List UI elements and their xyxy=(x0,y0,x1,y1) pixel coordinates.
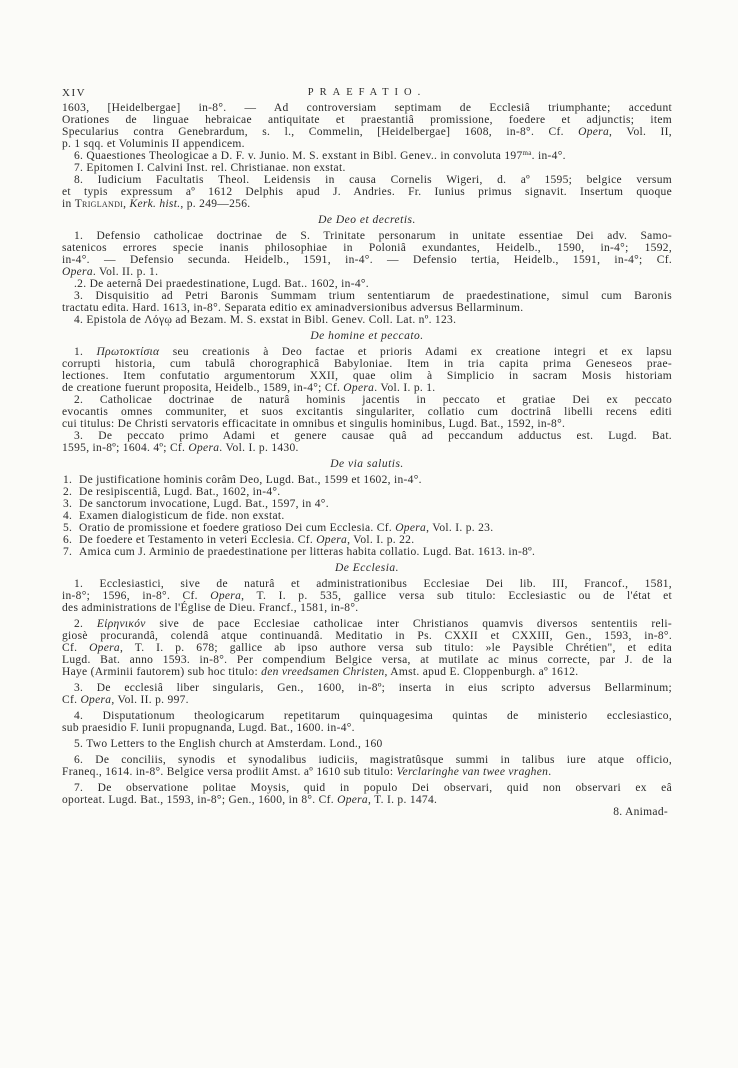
small-caps-text: Triglandi xyxy=(74,198,124,210)
entry xyxy=(62,394,672,430)
section xyxy=(62,102,672,210)
italic-text: Opera xyxy=(62,266,93,278)
text-line: cui titulus: De Christi servatoris efficacitate in omnibus et singulis hominibus, Lugd. Bat., 1592, in-8°. xyxy=(62,418,566,430)
entry xyxy=(62,162,672,174)
text-line: 6. De foedere et Testamento in veteri Ecclesia. Cf. Opera, Vol. I. p. 22. xyxy=(63,534,415,546)
text-line: de creatione fuerunt proposita, Heidelb., 1589, in-4°; Cf. Opera. Vol. I. p. 1. xyxy=(62,382,436,394)
text-line: Lugd. Bat. anno 1593. in-8°. Per compendium Belgice versa, at mutilate ac minus correcte, par J. de la xyxy=(62,654,672,666)
entry-number: 6. xyxy=(63,534,73,546)
text-line: evocantis omnes communiter, et suos excitantis singulariter, collatio cum doctrinâ libelli recens editi xyxy=(62,406,672,418)
italic-text: Opera xyxy=(210,590,242,602)
entry xyxy=(62,314,672,326)
text-line: 8. Iudicium Facultatis Theol. Leidensis in causa Cornelis Wigeri, d. aº 1595; belgice versum xyxy=(74,174,672,186)
text-line: 3. De sanctorum invocatione, Lugd. Bat., 1597, in 4°. xyxy=(63,498,329,510)
text-line: giosè procurandâ, colendâ atque continuandâ. Meditatio in Ps. CXXII et CXXIII, Gen., 1593, in-8°. xyxy=(62,630,672,642)
section xyxy=(62,562,672,806)
text-line: 7. Amica cum J. Arminio de praedestinatione per litteras habita collatio. Lugd. Bat. 1613. in-8º. xyxy=(63,546,536,558)
entry xyxy=(62,738,672,750)
text-line: corrupti historia, cum tabulâ chorographicâ Babyloniae. Item in tria capita prima Geneseos prae- xyxy=(62,358,672,370)
text-line: 3. Disquisitio ad Petri Baronis Summam trium sententiarum de praedestinatione, simul cum Baronis xyxy=(74,290,672,302)
text-line: 5. Oratio de promissione et foedere gratioso Dei cum Ecclesia. Cf. Opera, Vol. I. p. 23. xyxy=(63,522,494,534)
entry-number: 3. xyxy=(63,498,73,510)
italic-text: Opera xyxy=(80,694,112,706)
text-line: Cf. Opera, T. I. p. 678; gallice ab ipso authore versa sub titulo: »le Paysible Chrétien", et edita xyxy=(62,642,672,654)
text-line: in-8°; 1596, in-8°. Cf. Opera, T. I. p. 535, gallice versa sub titulo: Ecclesiastic ou de l'état et xyxy=(62,590,672,602)
text-line: p. 1 sqq. et Voluminis II appendicem. xyxy=(62,138,245,150)
text-line: 1. Defensio catholicae doctrinae de S. Trinitate personarum in unitate essentiae Dei adv. Samo- xyxy=(74,230,672,242)
superscript-text: ma xyxy=(522,149,532,157)
entry xyxy=(62,290,672,314)
entry xyxy=(62,754,672,778)
catchword: 8. Animad- xyxy=(613,806,668,818)
italic-text: Kerk. hist. xyxy=(129,198,181,210)
entry xyxy=(62,510,672,522)
text-line: Orationes de linguae hebraicae antiquitate et praestantiâ promissione, foedere et adjunctis; item xyxy=(62,114,672,126)
text-line: 4. Disputationum theologicarum repetitarum quinquagesima quintas de ministerio ecclesiastico, xyxy=(74,710,672,722)
page-body xyxy=(62,102,672,818)
text-line: Specularius contra Genebrardum, s. l., Commelin, [Heidelbergae] 1608, in-8°. Cf. Opera, Vol. II, xyxy=(62,126,672,138)
italic-text: Opera xyxy=(89,642,120,654)
italic-text: Πρωτοκτίσια xyxy=(96,346,160,358)
text-line: Cf. Opera, Vol. II. p. 997. xyxy=(62,694,189,706)
text-line: et typis expressum aº 1612 Delphis apud J. Andries. Fr. Iunius primus signavit. Insertum quoque xyxy=(62,186,672,198)
text-line: Franeq., 1614. in-8°. Belgice versa prodiit Amst. aº 1610 sub titulo: Verclaringhe van twee vraghen. xyxy=(62,766,552,778)
text-line: 1595, in-8º; 1604. 4º; Cf. Opera. Vol. I. p. 1430. xyxy=(62,442,299,454)
entry-number: 7. xyxy=(63,546,73,558)
entry xyxy=(62,278,672,290)
text-line: 2. De resipiscentiâ, Lugd. Bat., 1602, in-4°. xyxy=(63,486,281,498)
text-line: 1. De justificatione hominis corâm Deo, Lugd. Bat., 1599 et 1602, in-4°. xyxy=(63,474,422,486)
text-line: 1. Ecclesiastici, sive de naturâ et administrationibus Ecclesiae Dei lib. III, Francof., 1581, xyxy=(74,578,672,590)
italic-text: Opera xyxy=(343,382,375,394)
text-line: 2. Catholicae doctrinae de naturâ hominis jacentis in peccato et gratiae Dei ex peccato xyxy=(74,394,672,406)
entry xyxy=(62,710,672,734)
italic-text: den vreedsamen Christen xyxy=(261,666,385,678)
italic-text: Opera xyxy=(395,522,427,534)
text-line: 6. Quaestiones Theologicae a D. F. v. Junio. M. S. exstant in Bibl. Genev.. in convoluta $197^{ma}$. in-4°. xyxy=(74,149,566,162)
text-line: des administrations de l'Église de Dieu. Francf., 1581, in-8°. xyxy=(62,602,359,614)
entry xyxy=(62,546,672,558)
entry xyxy=(62,578,672,614)
section xyxy=(62,330,672,454)
section-heading: De via salutis. xyxy=(330,458,404,470)
text-line: satenicos errores specie inanis philosophiae in Poloniâ exundantes, Heidelb., 1590, in-4°; 1592, xyxy=(62,242,672,254)
text-line: sub praesidio F. Iunii propugnanda, Lugd. Bat., 1600. in-4°. xyxy=(62,722,355,734)
text-line: 7. Epitomen I. Calvini Inst. rel. Christianae. non exstat. xyxy=(74,162,346,174)
entry xyxy=(62,782,672,806)
italic-text: Εἰρηνικόν xyxy=(96,618,146,630)
italic-text: Verclaringhe van twee vraghen xyxy=(396,766,549,778)
entry-number: 1. xyxy=(63,474,73,486)
text-line: 4. Examen dialogisticum de fide. non exstat. xyxy=(63,510,285,522)
entry-number: 4. xyxy=(63,510,73,522)
entry xyxy=(62,498,672,510)
section xyxy=(62,458,672,558)
text-line: tractatu edita. Hard. 1613, in-8°. Separata editio ex aminadversionibus adversus Bellarminum. xyxy=(62,302,524,314)
text-line: 1603, [Heidelbergae] in-8°. — Ad controversiam septimam de Ecclesiâ triumphante; accedunt xyxy=(62,102,672,114)
section-heading: De homine et peccato. xyxy=(310,330,424,342)
section xyxy=(62,214,672,326)
entry xyxy=(62,522,672,534)
text-line: Haye (Arminii fautorem) sub hoc titulo: den vreedsamen Christen, Amst. apud E. Cloppenburgh. aº 1612. xyxy=(62,666,579,678)
text-line: 7. De observatione politae Moysis, quid in populo Dei observari, quid non observari ex eâ xyxy=(74,782,672,794)
text-line: 4. Epistola de Λόγῳ ad Bezam. M. S. exstat in Bibl. Genev. Coll. Lat. nº. 123. xyxy=(74,314,457,326)
entry-number: 2. xyxy=(63,486,73,498)
entry xyxy=(62,430,672,454)
entry xyxy=(62,682,672,706)
running-title: PRAEFATIO. xyxy=(307,87,427,98)
entry xyxy=(62,150,672,162)
entry xyxy=(62,486,672,498)
text-line: 1. Πρωτοκτίσια seu creationis à Deo factae et prioris Adami ex creatione integri et ex lapsu xyxy=(74,346,672,358)
text-line: in Triglandi, Kerk. hist., p. 249—256. xyxy=(62,198,251,210)
text-line: Opera. Vol. II. p. 1. xyxy=(62,266,159,278)
section-heading: De Ecclesia. xyxy=(334,562,400,574)
page-number: XIV xyxy=(62,87,87,99)
italic-text: Opera xyxy=(337,794,368,806)
text-line: 6. De conciliis, synodis et synodalibus iudiciis, magistratûsque summi in talibus iure atque officio, xyxy=(74,754,672,766)
entry xyxy=(62,534,672,546)
italic-text: Opera xyxy=(316,534,348,546)
entry xyxy=(62,618,672,678)
entry xyxy=(62,174,672,210)
entry xyxy=(62,474,672,486)
entry xyxy=(62,346,672,394)
italic-text: Opera xyxy=(578,126,610,138)
entry-number: 5. xyxy=(63,522,73,534)
text-line: 5. Two Letters to the English church at Amsterdam. Lond., 160 xyxy=(74,738,383,750)
text-line: 2. Εἰρηνικόν sive de pace Ecclesiae catholicae inter Christianos quamvis diversos sententiis reli- xyxy=(74,618,672,630)
text-line: 3. De ecclesiâ liber singularis, Gen., 1600, in-8º; inserta in eius scripto adversus Bellarminum; xyxy=(74,682,672,694)
entry xyxy=(62,230,672,278)
italic-text: Opera xyxy=(188,442,220,454)
text-line: oporteat. Lugd. Bat., 1593, in-8°; Gen., 1600, in 8°. Cf. Opera, T. I. p. 1474. xyxy=(62,794,438,806)
page-header xyxy=(62,87,672,99)
text-line: in-4°. — Defensio secunda. Heidelb., 1591, in-4°. — Defensio tertia, Heidelb., 1591, in-4°; Cf. xyxy=(62,254,672,266)
text-line: lectiones. Item confutatio argumentorum XXII, quae olim à Simplicio in sacram Mosis historiam xyxy=(62,370,672,382)
section-heading: De Deo et decretis. xyxy=(318,214,416,226)
text-line: 3. De peccato primo Adami et genere causae quâ ad peccandum adductus est. Lugd. Bat. xyxy=(74,430,672,442)
entry xyxy=(62,102,672,150)
text-line: .2. De aeternâ Dei praedestinatione, Lugd. Bat.. 1602, in-4°. xyxy=(74,278,369,290)
